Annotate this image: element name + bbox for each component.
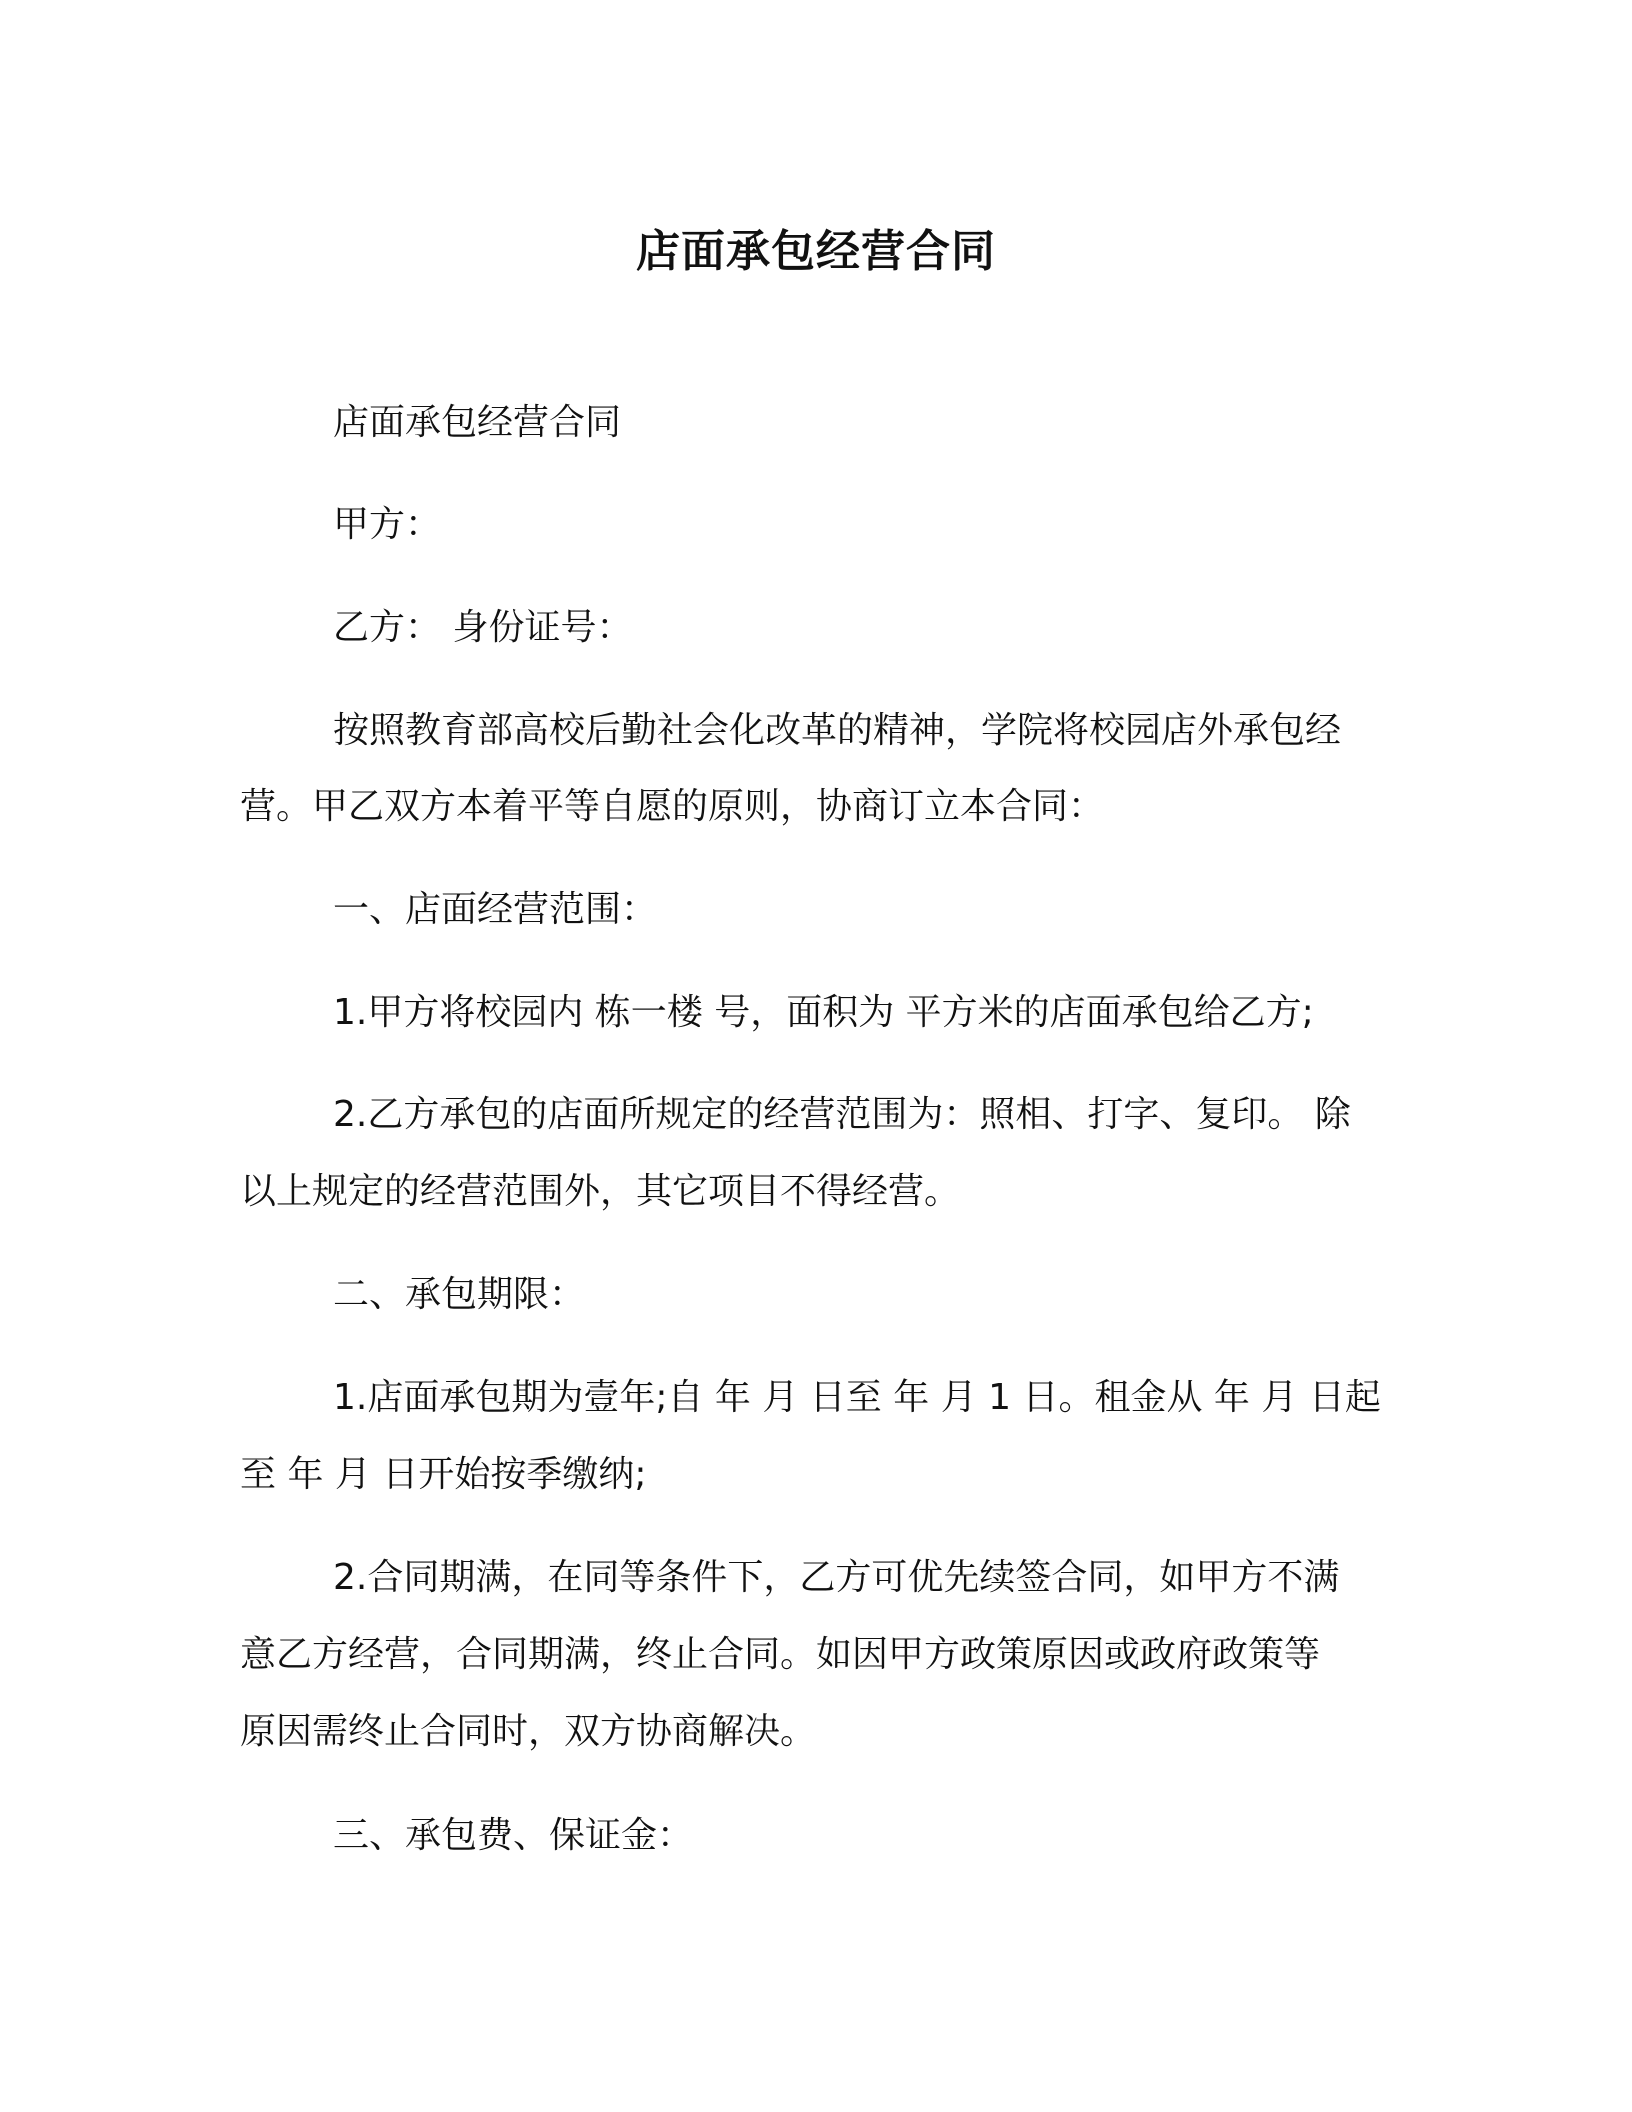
section-2-clause-1-line-2: 至 年 月 日开始按季缴纳; bbox=[240, 1454, 647, 1495]
section-1-clause-2-line-2: 以上规定的经营范围外，其它项目不得经营。 bbox=[240, 1171, 961, 1212]
section-2-heading: 二、承包期限： bbox=[333, 1274, 586, 1315]
section-2-clause-1-line-1: 1.店面承包期为壹年;自 年 月 日至 年 月 1 日。租金从 年 月 日起 bbox=[333, 1377, 1381, 1418]
section-2-clause-2-line-3: 原因需终止合同时，双方协商解决。 bbox=[240, 1711, 817, 1752]
preamble-line-1: 按照教育部高校后勤社会化改革的精神，学院将校园店外承包经 bbox=[333, 710, 1342, 751]
party-b-line: 乙方： 身份证号： bbox=[333, 607, 633, 648]
section-2-clause-2-line-2: 意乙方经营，合同期满，终止合同。如因甲方政策原因或政府政策等 bbox=[240, 1634, 1321, 1675]
section-2-clause-2-line-1: 2.合同期满，在同等条件下，乙方可优先续签合同，如甲方不满 bbox=[333, 1557, 1340, 1598]
document-title: 店面承包经营合同 bbox=[636, 226, 996, 277]
section-3-heading: 三、承包费、保证金： bbox=[333, 1815, 694, 1856]
subtitle-line: 店面承包经营合同 bbox=[333, 402, 622, 443]
party-a-line: 甲方： bbox=[333, 504, 442, 545]
section-1-heading: 一、店面经营范围： bbox=[333, 889, 658, 930]
section-1-clause-2-line-1: 2.乙方承包的店面所规定的经营范围为：照相、打字、复印。 除 bbox=[333, 1094, 1351, 1135]
preamble-line-2: 营。甲乙双方本着平等自愿的原则，协商订立本合同： bbox=[240, 786, 1105, 827]
section-1-clause-1: 1.甲方将校园内 栋一楼 号，面积为 平方米的店面承包给乙方; bbox=[333, 992, 1314, 1033]
